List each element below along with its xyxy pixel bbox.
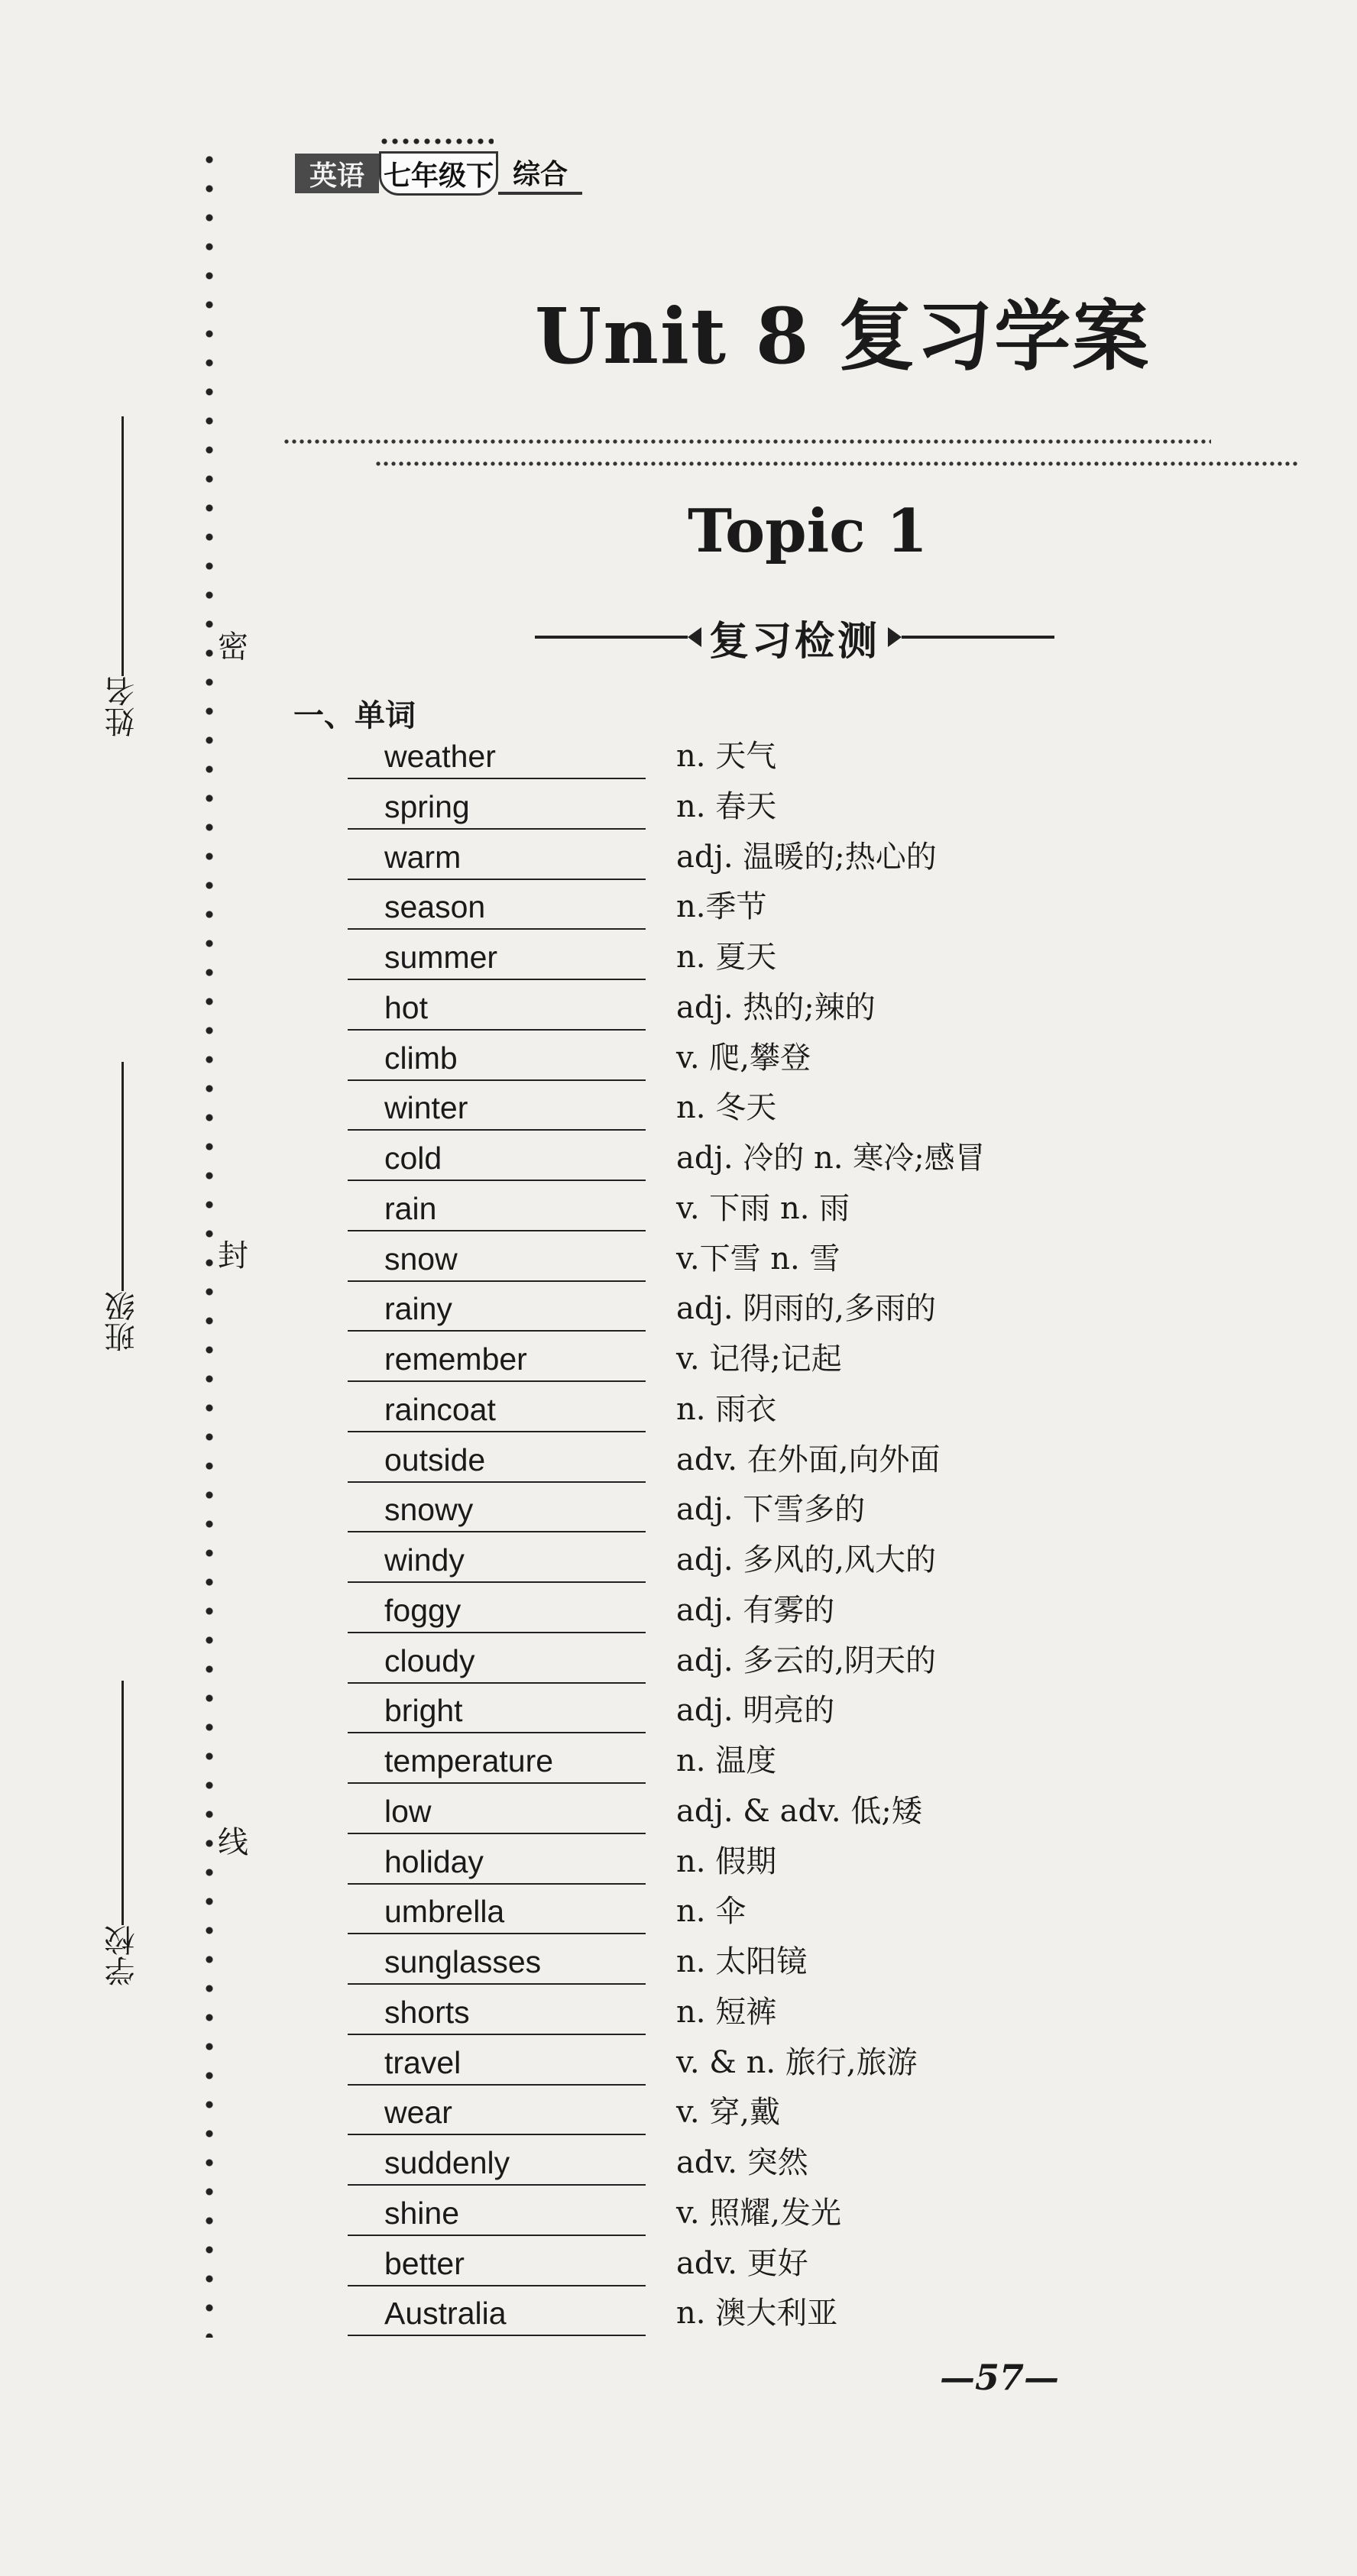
vocab-word[interactable]: outside [348,1440,646,1483]
vocab-word[interactable]: shorts [348,1992,646,2035]
subject-label: 英语 [295,154,379,193]
vocab-word[interactable]: umbrella [348,1892,646,1934]
heading-rule-left [535,636,688,639]
triangle-left-icon [688,627,701,647]
vocab-word[interactable]: rainy [348,1289,646,1332]
vocab-word[interactable]: low [348,1791,646,1834]
vocab-meaning: adj. 阴雨的,多雨的 [676,1291,936,1327]
vocab-meaning: n. 春天 [676,788,777,824]
vocab-meaning: adv. 更好 [676,2245,808,2281]
name-field[interactable] [99,416,145,737]
vocab-meaning: v. 记得;记起 [676,1341,842,1377]
vocab-word[interactable]: shine [348,2193,646,2236]
vocab-word[interactable]: cloudy [348,1641,646,1684]
vocab-word[interactable]: raincoat [348,1390,646,1432]
seal-char-xian: 线 [218,1825,248,1860]
name-label: 姓名 [105,676,140,737]
vocab-word[interactable]: remember [348,1339,646,1382]
vocab-meaning: v.下雪 n. 雪 [676,1241,840,1277]
vocab-meaning: n. 温度 [676,1743,777,1778]
vocab-word[interactable]: cold [348,1138,646,1181]
vocab-word[interactable]: travel [348,2043,646,2086]
vocab-meaning: n.季节 [676,889,767,925]
vocab-word[interactable]: windy [348,1540,646,1583]
vocab-word[interactable]: Australia [348,2293,646,2336]
vocab-word[interactable]: spring [348,787,646,830]
vocab-meaning: adv. 突然 [676,2145,808,2180]
vocab-word[interactable]: winter [348,1088,646,1131]
school-label: 学校 [105,1925,140,1986]
vocab-word[interactable]: rain [348,1189,646,1231]
vocab-meaning: adj. 多云的,阴天的 [676,1642,936,1678]
grade-label: 七年级下 [379,151,498,196]
vocab-meaning: v. 下雨 n. 雨 [676,1190,850,1226]
section-heading-words: 一、单词 [293,698,416,733]
vocab-word[interactable]: temperature [348,1741,646,1784]
page-title: Unit 8 复习学案 [535,291,1151,381]
vocab-word[interactable]: snow [348,1239,646,1282]
page-number: —57— [940,2357,1060,2398]
name-field-line[interactable] [121,416,124,676]
vocab-word[interactable]: foggy [348,1591,646,1633]
vocab-meaning: adv. 在外面,向外面 [676,1442,941,1477]
vocab-meaning: n. 天气 [676,739,777,774]
class-field[interactable] [99,1062,145,1352]
vocab-word[interactable]: warm [348,837,646,880]
vocab-meaning: v. 穿,戴 [676,2095,780,2131]
triangle-right-icon [888,627,902,647]
vocab-meaning: n. 短裤 [676,1994,777,2030]
seal-char-feng: 封 [218,1238,248,1273]
heading-rule-right [902,636,1054,639]
class-field-line[interactable] [121,1062,124,1291]
vocab-word[interactable]: wear [348,2092,646,2135]
vocab-meaning: n. 伞 [676,1894,747,1930]
seal-char-mi: 密 [218,629,248,665]
vocab-meaning: adj. 下雪多的 [676,1492,866,1528]
tag-dots [379,138,494,145]
vocab-meaning: adj. 热的;辣的 [676,989,876,1025]
vocab-meaning: n. 太阳镜 [676,1944,808,1979]
vocab-meaning: adj. 冷的 n. 寒冷;感冒 [676,1141,986,1176]
vocab-meaning: n. 夏天 [676,940,777,975]
vocab-meaning: n. 澳大利亚 [676,2296,838,2332]
binding-dotted-line [204,145,215,2338]
vocab-meaning: adj. & adv. 低;矮 [676,1793,922,1829]
vocab-word[interactable]: bright [348,1691,646,1733]
vocab-word[interactable]: climb [348,1038,646,1081]
vocab-meaning: n. 冬天 [676,1090,777,1126]
vocab-meaning: n. 雨衣 [676,1391,777,1427]
vocab-word[interactable]: summer [348,937,646,980]
dotted-divider-top [283,439,1211,444]
vocab-word[interactable]: season [348,887,646,930]
vocab-word[interactable]: suddenly [348,2143,646,2186]
type-label: 综合 [498,152,582,195]
vocab-word[interactable]: snowy [348,1490,646,1532]
subject-tag [295,151,582,196]
vocab-meaning: adj. 明亮的 [676,1693,835,1729]
topic-heading: Topic 1 [688,497,928,566]
review-heading [535,608,1054,666]
vocab-word[interactable]: sunglasses [348,1942,646,1985]
school-field[interactable] [99,1681,145,1986]
vocab-meaning: v. 照耀,发光 [676,2195,841,2231]
vocab-meaning: n. 假期 [676,1843,777,1879]
vocab-word[interactable]: weather [348,736,646,779]
vocab-word[interactable]: better [348,2244,646,2286]
vocab-meaning: v. 爬,攀登 [676,1040,811,1076]
dotted-divider-bottom [374,461,1299,466]
vocab-meaning: adj. 温暖的;热心的 [676,839,937,875]
vocab-word[interactable]: holiday [348,1842,646,1885]
vocab-meaning: v. & n. 旅行,旅游 [676,2044,918,2080]
class-label: 班级 [105,1291,140,1352]
school-field-line[interactable] [121,1681,124,1925]
review-heading-text: 复习检测 [709,618,881,665]
vocab-meaning: adj. 多风的,风大的 [676,1542,936,1578]
vocab-meaning: adj. 有雾的 [676,1592,835,1628]
vocab-word[interactable]: hot [348,988,646,1031]
